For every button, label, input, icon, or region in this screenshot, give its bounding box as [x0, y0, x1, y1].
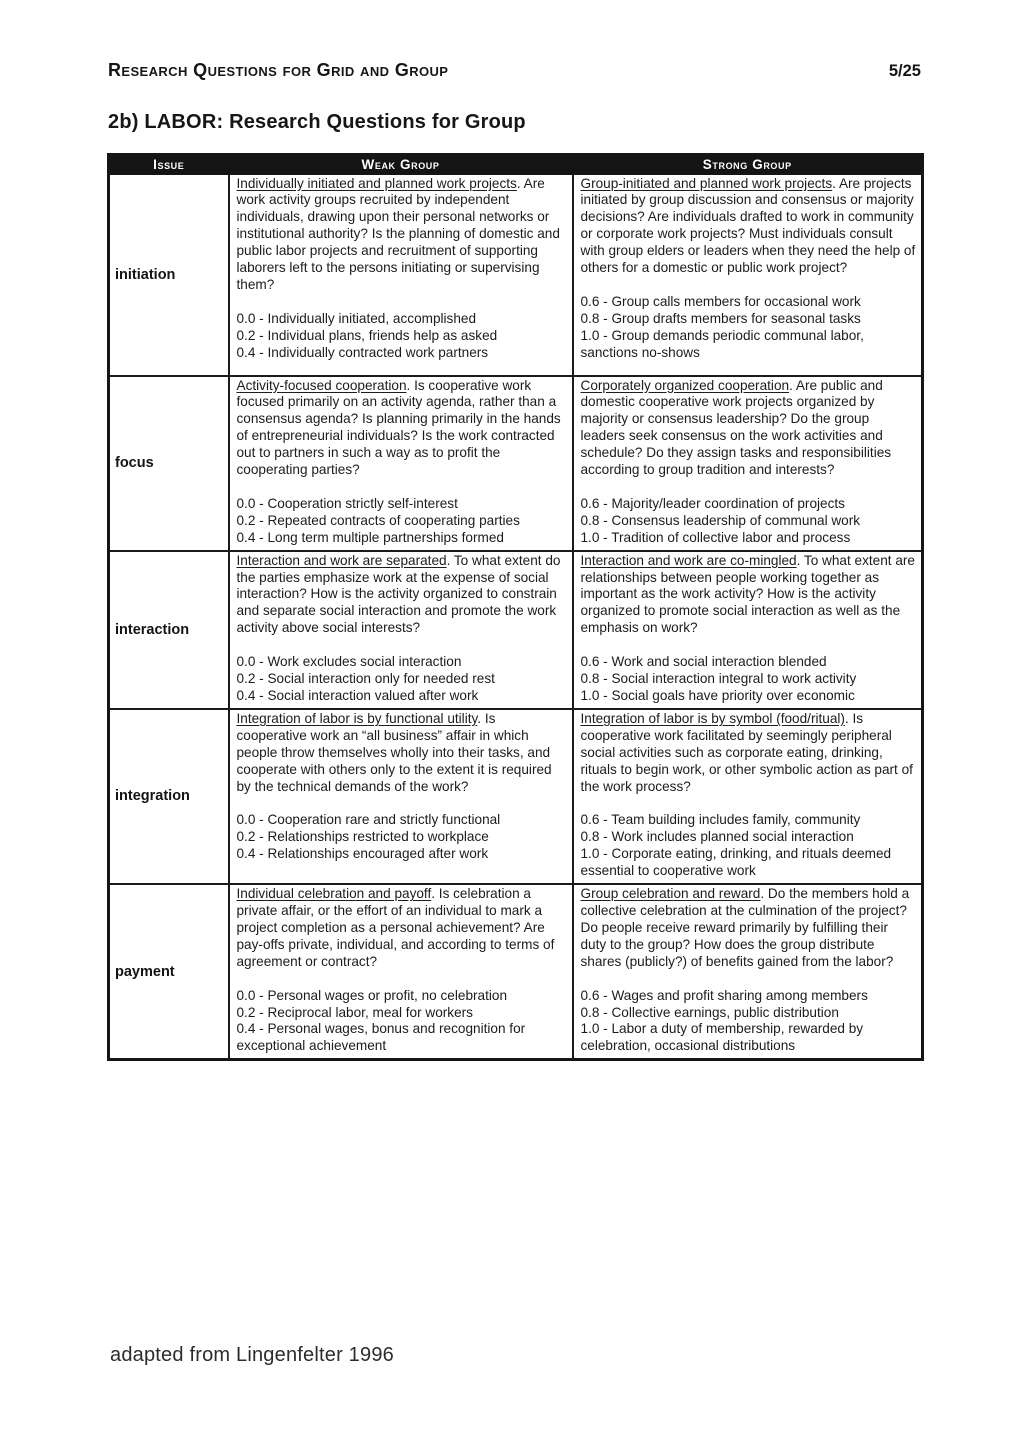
question-paragraph — [581, 176, 918, 277]
question-paragraph — [237, 711, 568, 796]
question-lead: Interaction and work are separated — [236, 552, 447, 568]
score-item: 0.2 - Reciprocal labor, meal for workers — [236, 1004, 473, 1020]
score-list — [237, 496, 568, 547]
column-header-issue: Issue — [109, 155, 229, 174]
strong-group-cell — [573, 551, 923, 709]
question-lead: Integration of labor is by symbol (food/ritual) — [580, 710, 845, 726]
score-item: 0.6 - Work and social interaction blended — [580, 654, 827, 670]
score-item: 0.6 - Team building includes family, community — [580, 812, 861, 828]
question-lead: Integration of labor is by functional utility — [236, 710, 478, 726]
table-row-focus — [109, 376, 923, 551]
question-paragraph — [237, 886, 568, 971]
score-item: 0.2 - Individual plans, friends help as asked — [236, 327, 498, 343]
question-body: . Is cooperative work focused primarily on an activity agenda, rather than a consensus agenda? Is planning primarily in the hands of entrepreneurial individuals? Is the work contracted out to partners in such a way as to profit the cooperating parties? — [236, 377, 561, 478]
issue-label: payment — [109, 884, 229, 1060]
issue-label: initiation — [109, 174, 229, 376]
question-body: . Are public and domestic cooperative work projects organized by majority or consensus leadership? Do the group leaders seek consensus on the work activities and schedule? Do they assign tasks and responsibilities according to group tradition and interests? — [580, 377, 892, 478]
score-item: 0.0 - Individually initiated, accomplished — [236, 310, 477, 326]
question-paragraph — [581, 711, 918, 796]
table-header-row — [109, 155, 923, 174]
table-row-payment — [109, 884, 923, 1060]
score-item: 0.8 - Group drafts members for seasonal tasks — [580, 310, 861, 326]
question-paragraph — [581, 886, 918, 971]
question-paragraph — [237, 176, 568, 294]
score-item: 0.4 - Relationships encouraged after work — [236, 846, 489, 862]
question-body: . Are projects initiated by group discussion and consensus or majority decisions? Are individuals drafted to work in community or corporate work projects? Must individuals consult with group elders or leaders when they need the help of others for a domestic or public work project? — [580, 175, 916, 276]
score-item: 1.0 - Labor a duty of membership, rewarded by celebration, occasional distributions — [580, 1021, 864, 1054]
score-item: 0.4 - Social interaction valued after work — [236, 688, 479, 703]
column-header-strong-group: Strong Group — [573, 155, 923, 174]
score-item: 0.8 - Collective earnings, public distribution — [580, 1004, 839, 1020]
question-lead: Activity-focused cooperation — [236, 377, 407, 393]
question-body: . Do the members hold a collective celebration at the culmination of the project? Do people receive reward primarily by fulfilling their duty to the group? How does the group distribute shares (publicly?) of benefits gained from the labor? — [580, 886, 910, 969]
table-row-integration — [109, 709, 923, 884]
score-item: 0.6 - Group calls members for occasional work — [580, 293, 861, 309]
strong-group-cell — [573, 174, 923, 376]
score-item: 0.8 - Work includes planned social interaction — [580, 829, 854, 845]
weak-group-cell — [229, 884, 573, 1060]
source-attribution: adapted from Lingenfelter 1996 — [110, 1344, 394, 1366]
strong-group-cell — [573, 376, 923, 551]
question-paragraph — [237, 378, 568, 479]
question-body: . Is celebration a private affair, or the effort of an individual to mark a project completion as a personal achievement? Are pay-offs private, individual, and according to terms of agreement or contract? — [236, 886, 555, 969]
score-item: 1.0 - Social goals have priority over economic — [580, 688, 855, 703]
weak-group-cell — [229, 551, 573, 709]
table-row-interaction — [109, 551, 923, 709]
score-list — [581, 812, 918, 880]
question-lead: Individually initiated and planned work projects — [236, 175, 517, 191]
question-lead: Corporately organized cooperation — [580, 377, 790, 393]
question-paragraph — [237, 553, 568, 638]
score-item: 1.0 - Tradition of collective labor and process — [580, 529, 851, 545]
question-lead: Individual celebration and payoff — [236, 886, 432, 902]
score-list — [237, 654, 568, 705]
score-item: 1.0 - Corporate eating, drinking, and rituals deemed essential to cooperative work — [580, 846, 892, 879]
question-body: . Is cooperative work facilitated by seemingly peripheral social activities such as corporate eating, drinking, rituals to begin work, or other symbolic action as part of the work process? — [580, 710, 913, 794]
question-body: . Are work activity groups recruited by independent individuals, drawing upon their personal networks or institutional authority? Is the planning of domestic and public labor projects and recruitment of supporting laborers left to the persons initiating or supervising them? — [236, 175, 560, 292]
page-title: 2b) LABOR: Research Questions for Group — [108, 111, 526, 133]
question-lead: Group-initiated and planned work projects — [580, 175, 833, 191]
issue-label: focus — [109, 376, 229, 551]
question-lead: Interaction and work are co-mingled — [580, 552, 797, 568]
question-paragraph — [581, 378, 918, 479]
question-body: . Is cooperative work an “all business” affair in which people throw themselves wholly into their tasks, and cooperate with others only to the extent it is required by the technical demands of the work? — [236, 710, 552, 794]
question-body: . To what extent do the parties emphasize work at the expense of social interaction? How is the activity organized to constrain and separate social interaction and promote the work activity above social interests? — [236, 552, 561, 636]
issue-label: integration — [109, 709, 229, 884]
weak-group-cell — [229, 376, 573, 551]
score-item: 0.4 - Personal wages, bonus and recognition for exceptional achievement — [236, 1021, 526, 1054]
running-header-title: Research Questions for Grid and Group — [108, 60, 449, 80]
strong-group-cell — [573, 709, 923, 884]
strong-group-cell — [573, 884, 923, 1060]
score-item: 0.0 - Personal wages or profit, no celebration — [236, 987, 508, 1003]
question-body: . To what extent are relationships between people working together as important as the work activity? How is the activity organized to promote social interaction as well as the emphasis on work? — [580, 552, 915, 636]
score-list — [237, 988, 568, 1056]
score-item: 1.0 - Group demands periodic communal labor, sanctions no-shows — [580, 327, 864, 360]
score-item: 0.4 - Individually contracted work partners — [236, 344, 489, 360]
score-list — [581, 294, 918, 362]
page-number: 5/25 — [888, 62, 921, 80]
score-item: 0.2 - Social interaction only for needed rest — [236, 671, 495, 687]
score-list — [237, 812, 568, 863]
score-item: 0.2 - Repeated contracts of cooperating parties — [236, 512, 520, 528]
score-item: 0.2 - Relationships restricted to workplace — [236, 829, 489, 845]
column-header-weak-group: Weak Group — [229, 155, 573, 174]
research-questions-table — [107, 153, 924, 1061]
score-item: 0.8 - Social interaction integral to work activity — [580, 671, 857, 687]
running-header — [108, 60, 921, 81]
score-list — [237, 311, 568, 362]
score-list — [581, 654, 918, 705]
score-item: 0.0 - Cooperation strictly self-interest — [236, 495, 458, 511]
weak-group-cell — [229, 174, 573, 376]
score-item: 0.8 - Consensus leadership of communal work — [580, 512, 861, 528]
question-paragraph — [581, 553, 918, 638]
score-list — [581, 496, 918, 547]
score-item: 0.6 - Majority/leader coordination of projects — [580, 495, 845, 511]
score-item: 0.0 - Work excludes social interaction — [236, 654, 462, 670]
weak-group-cell — [229, 709, 573, 884]
score-item: 0.4 - Long term multiple partnerships formed — [236, 529, 504, 545]
issue-label: interaction — [109, 551, 229, 709]
score-item: 0.6 - Wages and profit sharing among members — [580, 987, 868, 1003]
score-list — [581, 988, 918, 1056]
score-item: 0.0 - Cooperation rare and strictly functional — [236, 812, 501, 828]
question-lead: Group celebration and reward — [580, 886, 761, 902]
table-row-initiation — [109, 174, 923, 376]
